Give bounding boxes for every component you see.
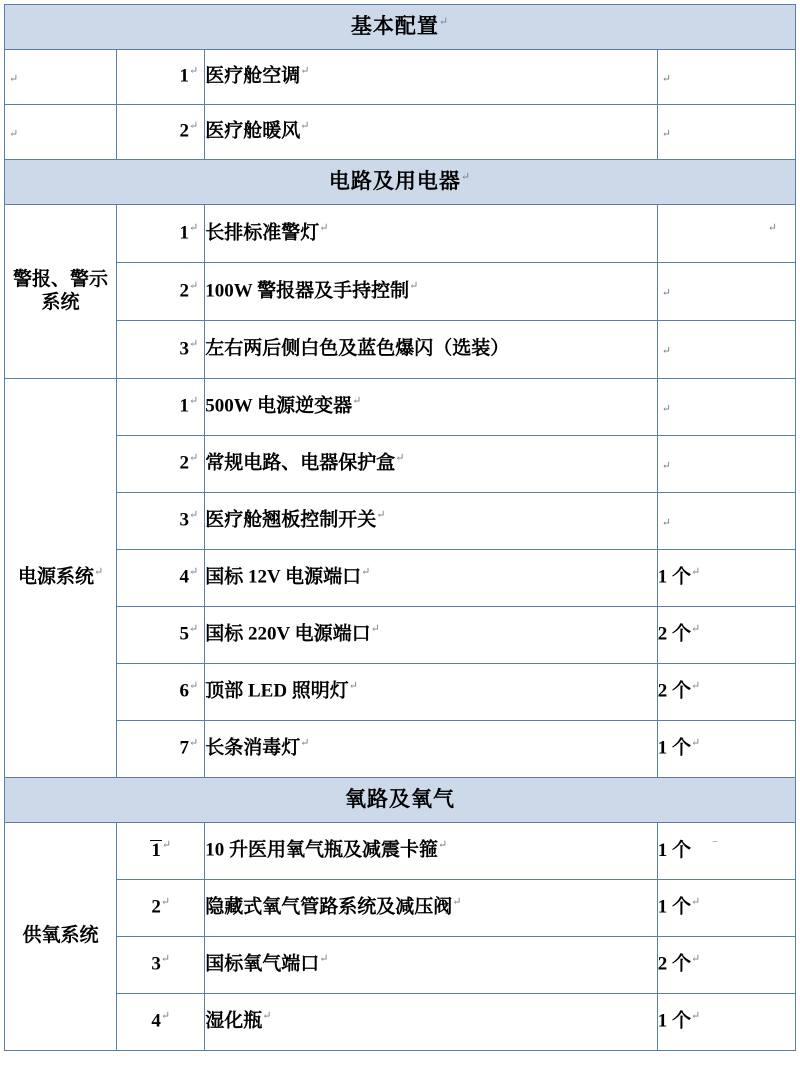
- row-number: 2↵: [117, 263, 205, 321]
- row-qty: [657, 493, 795, 550]
- row-qty: 1 个↵: [657, 880, 795, 937]
- row-qty: [657, 436, 795, 493]
- row-item: 国标 220V 电源端口↵: [205, 607, 658, 664]
- paragraph-mark-icon: ↵: [691, 953, 701, 966]
- row-item: 国标 12V 电源端口↵: [205, 550, 658, 607]
- row-item: 医疗舱暖风↵: [205, 105, 658, 160]
- section-header-row: [5, 160, 796, 205]
- row-item: 100W 警报器及手持控制↵: [205, 263, 658, 321]
- paragraph-mark-icon: ↵: [189, 65, 199, 78]
- paragraph-mark-icon: ↵: [361, 566, 371, 579]
- table-row: [5, 263, 796, 321]
- row-qty: 1 个↵: [657, 721, 795, 778]
- table-row: [5, 607, 796, 664]
- paragraph-mark-icon: ↵: [348, 680, 359, 693]
- paragraph-mark-icon: ↵: [189, 395, 199, 408]
- row-qty: [657, 105, 795, 160]
- row-item: 隐藏式氧气管路系统及减压阀↵: [205, 880, 658, 937]
- section-title-oxygen: 氧路及氧气: [5, 778, 796, 823]
- row-qty: [657, 263, 795, 321]
- row-qty: 2 个↵: [657, 607, 795, 664]
- paragraph-mark-icon: ↵: [189, 452, 199, 465]
- row-item: 顶部 LED 照明灯↵: [205, 664, 658, 721]
- paragraph-mark-icon: ↵: [691, 680, 701, 693]
- table-row: [5, 321, 796, 379]
- group-label-power: 电源系统↵: [5, 379, 117, 778]
- row-number: 2↵: [117, 105, 205, 160]
- table-row: [5, 994, 796, 1051]
- paragraph-mark-icon: ↵: [767, 221, 777, 234]
- paragraph-mark-icon: ↵: [300, 737, 310, 750]
- paragraph-mark-icon: ↵: [189, 737, 199, 750]
- row-item: 长条消毒灯↵: [205, 721, 658, 778]
- group-cell-empty: [5, 50, 117, 105]
- table-row: [5, 721, 796, 778]
- paragraph-mark-icon: ↵: [395, 452, 405, 465]
- paragraph-mark-icon: ↵: [160, 953, 171, 966]
- row-item: 长排标准警灯↵: [205, 205, 658, 263]
- paragraph-mark-icon: ↵: [691, 566, 701, 579]
- row-item: 常规电路、电器保护盒↵: [205, 436, 658, 493]
- paragraph-mark-icon: ↵: [376, 509, 386, 522]
- row-number: 4↵: [117, 550, 205, 607]
- row-number: 2↵: [117, 436, 205, 493]
- table-row: [5, 205, 796, 263]
- paragraph-mark-icon: ↵: [661, 516, 671, 529]
- row-number: 1↵: [117, 205, 205, 263]
- paragraph-mark-icon: ↵: [161, 839, 172, 852]
- section-title-basic: 基本配置↵: [5, 5, 796, 50]
- group-label-oxygen: 供氧系统: [5, 823, 117, 1051]
- paragraph-mark-icon: ↵: [691, 896, 701, 909]
- row-qty: [657, 205, 795, 263]
- paragraph-mark-icon: ↵: [691, 1010, 701, 1023]
- stray-mark-icon: ‾: [713, 839, 718, 854]
- row-item: 国标氧气端口↵: [205, 937, 658, 994]
- paragraph-mark-icon: ↵: [352, 395, 362, 408]
- row-number: 3↵: [117, 493, 205, 550]
- row-qty: [657, 50, 795, 105]
- row-qty: 2 个↵: [657, 937, 795, 994]
- paragraph-mark-icon: ↵: [452, 896, 462, 909]
- paragraph-mark-icon: ↵: [661, 127, 671, 140]
- row-item: 医疗舱翘板控制开关↵: [205, 493, 658, 550]
- row-number: 2↵: [117, 880, 205, 937]
- paragraph-mark-icon: ↵: [189, 623, 199, 636]
- paragraph-mark-icon: ↵: [189, 221, 199, 234]
- paragraph-mark-icon: ↵: [319, 953, 329, 966]
- row-item: 10 升医用氧气瓶及减震卡箍↵: [205, 823, 658, 880]
- paragraph-mark-icon: ↵: [661, 345, 671, 358]
- paragraph-mark-icon: ↵: [661, 287, 671, 300]
- group-cell-empty: [5, 105, 117, 160]
- section-header-row: [5, 5, 796, 50]
- paragraph-mark-icon: ↵: [160, 1010, 171, 1023]
- row-number: 3↵: [117, 937, 205, 994]
- row-number: 6↵: [117, 664, 205, 721]
- row-number: 7↵: [117, 721, 205, 778]
- row-item: 500W 电源逆变器↵: [205, 379, 658, 436]
- row-item: 左右两后侧白色及蓝色爆闪（选装）: [205, 321, 658, 379]
- table-row: [5, 823, 796, 880]
- table-row: [5, 664, 796, 721]
- row-item: 医疗舱空调↵: [205, 50, 658, 105]
- row-qty: 1 个↵: [657, 994, 795, 1051]
- section-header-row: [5, 778, 796, 823]
- paragraph-mark-icon: ↵: [370, 623, 380, 636]
- paragraph-mark-icon: ↵: [691, 623, 701, 636]
- paragraph-mark-icon: ↵: [160, 896, 171, 909]
- paragraph-mark-icon: ↵: [460, 171, 472, 184]
- paragraph-mark-icon: ↵: [189, 279, 199, 292]
- row-item: 湿化瓶↵: [205, 994, 658, 1051]
- paragraph-mark-icon: ↵: [437, 839, 448, 852]
- row-number: 1↵: [117, 823, 205, 880]
- paragraph-mark-icon: ↵: [189, 509, 199, 522]
- paragraph-mark-icon: ↵: [189, 337, 199, 350]
- table-row: [5, 880, 796, 937]
- table-row: [5, 550, 796, 607]
- paragraph-mark-icon: ↵: [661, 72, 671, 85]
- row-number: 3↵: [117, 321, 205, 379]
- paragraph-mark-icon: ↵: [691, 737, 701, 750]
- paragraph-mark-icon: ↵: [661, 402, 671, 415]
- paragraph-mark-icon: ↵: [189, 120, 199, 133]
- paragraph-mark-icon: ↵: [300, 120, 310, 133]
- paragraph-mark-icon: ↵: [9, 127, 19, 140]
- paragraph-mark-icon: ↵: [438, 16, 450, 29]
- row-number: 5↵: [117, 607, 205, 664]
- group-label-alarm: 警报、警示系统: [5, 205, 117, 379]
- table-row: [5, 105, 796, 160]
- section-title-electric: 电路及用电器↵: [5, 160, 796, 205]
- paragraph-mark-icon: ↵: [409, 279, 419, 292]
- paragraph-mark-icon: ↵: [189, 566, 199, 579]
- table-row: [5, 436, 796, 493]
- table-row: [5, 50, 796, 105]
- paragraph-mark-icon: ↵: [262, 1010, 272, 1023]
- paragraph-mark-icon: ↵: [300, 65, 310, 78]
- paragraph-mark-icon: ↵: [9, 72, 19, 85]
- table-row: [5, 937, 796, 994]
- specification-table: [4, 4, 796, 1051]
- paragraph-mark-icon: ↵: [661, 459, 671, 472]
- row-number: 1↵: [117, 50, 205, 105]
- row-qty: 1 个↵: [657, 550, 795, 607]
- row-qty: [657, 379, 795, 436]
- row-qty: [657, 321, 795, 379]
- paragraph-mark-icon: ↵: [319, 221, 329, 234]
- table-row: [5, 493, 796, 550]
- row-qty: 1 个 ‾: [657, 823, 795, 880]
- row-number: 1↵: [117, 379, 205, 436]
- row-number: 4↵: [117, 994, 205, 1051]
- paragraph-mark-icon: ↵: [189, 680, 199, 693]
- paragraph-mark-icon: ↵: [93, 566, 104, 579]
- row-qty: 2 个↵: [657, 664, 795, 721]
- table-row: [5, 379, 796, 436]
